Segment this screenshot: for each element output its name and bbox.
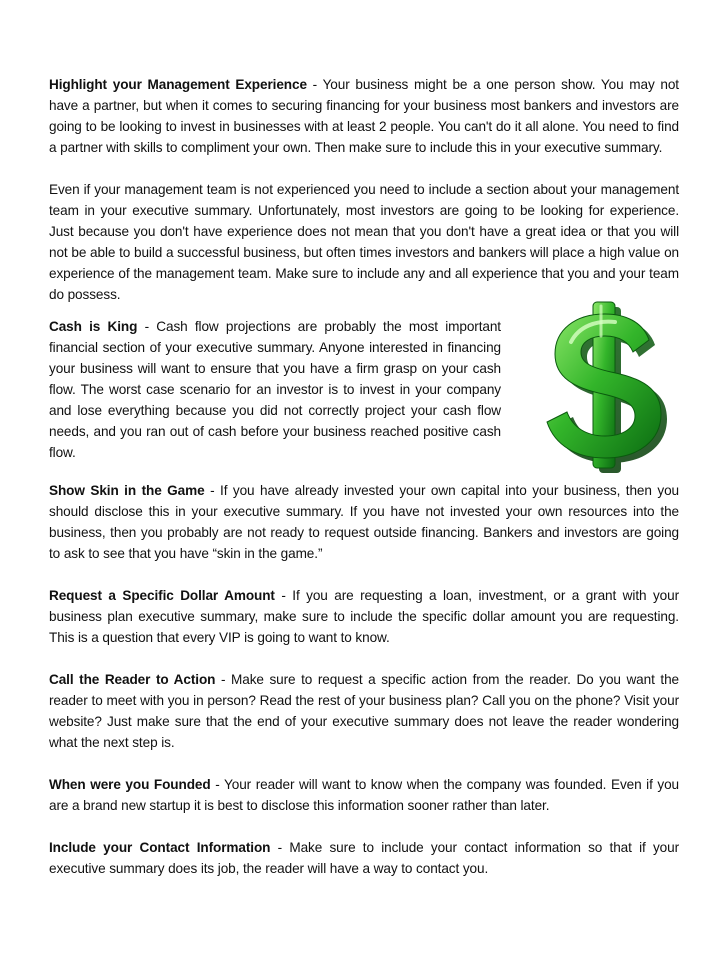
paragraph-body: - Cash flow projections are probably the most important financial section of your executive summary. Anyone interested in financing your business will want to ensure that you have a firm grasp on your cash flow. The worst case scenario for an investor is to invest in your company and lose everything because you did not correctly project your cash flow needs, and you ran out of cash before your business reached positive cash flow.: [49, 319, 501, 460]
paragraph-skin-in-the-game: [49, 480, 679, 564]
paragraph-body: - If you are requesting a loan, investment, or a grant with your business plan executive summary, make sure to include the specific dollar amount you are requesting. This is a question that every VIP is going to want to know.: [49, 588, 679, 645]
paragraph-management-experience: [49, 74, 679, 158]
paragraph-heading: Request a Specific Dollar Amount: [49, 588, 275, 603]
paragraph-dollar-amount: [49, 585, 679, 648]
paragraph-body: Even if your management team is not experienced you need to include a section about your management team in your executive summary. Unfortunately, most investors are going to be looking for experience. Just because you don't have experience does not mean that you don't have a great idea or that you will not be able to build a successful business, but often times investors and bankers will place a high value on experience of the management team. Make sure to include any and all experience that you and your team do possess.: [49, 182, 679, 302]
cash-is-king-section: [49, 319, 679, 478]
paragraph-call-to-action: [49, 669, 679, 753]
paragraph-when-founded: [49, 774, 679, 816]
paragraph-heading: Call the Reader to Action: [49, 672, 216, 687]
paragraph-body: - Your reader will want to know when the company was founded. Even if you are a brand new startup it is best to disclose this information sooner rather than later.: [49, 777, 680, 813]
paragraph-body: - Make sure to request a specific action from the reader. Do you want the reader to meet with you in person? Read the rest of your business plan? Call you on the phone? Visit your website? Just make sure that the end of your executive summary does not leave the reader wondering what the next step is.: [49, 672, 679, 750]
paragraph-contact-information: [49, 837, 679, 879]
paragraph-heading: When were you Founded: [49, 777, 211, 792]
dollar-sign-icon: [531, 296, 681, 474]
paragraph-body: - Your business might be a one person show. You may not have a partner, but when it comes to securing financing for your business most bankers and investors are going to be looking to invest in businesses with at least 2 people. You can't do it all alone. You need to find a partner with skills to compliment your own. Then make sure to include this in your executive summary.: [49, 77, 679, 155]
paragraph-body: - If you have already invested your own capital into your business, then you should disclose this in your executive summary. If you have not invested your own resources into the business, then you probably are not ready to request outside financing. Bankers and investors are going to ask to see that you have “skin in the game.”: [49, 483, 679, 561]
paragraph-heading: Cash is King: [49, 319, 138, 334]
paragraph-cash-is-king: [49, 316, 501, 463]
paragraph-heading: Include your Contact Information: [49, 840, 271, 855]
paragraph-heading: Highlight your Management Experience: [49, 77, 307, 92]
paragraph-heading: Show Skin in the Game: [49, 483, 205, 498]
paragraph-body: - Make sure to include your contact information so that if your executive summary does its job, the reader will have a way to contact you.: [49, 840, 679, 876]
document-page: [49, 74, 679, 900]
paragraph-management-team: [49, 179, 679, 305]
